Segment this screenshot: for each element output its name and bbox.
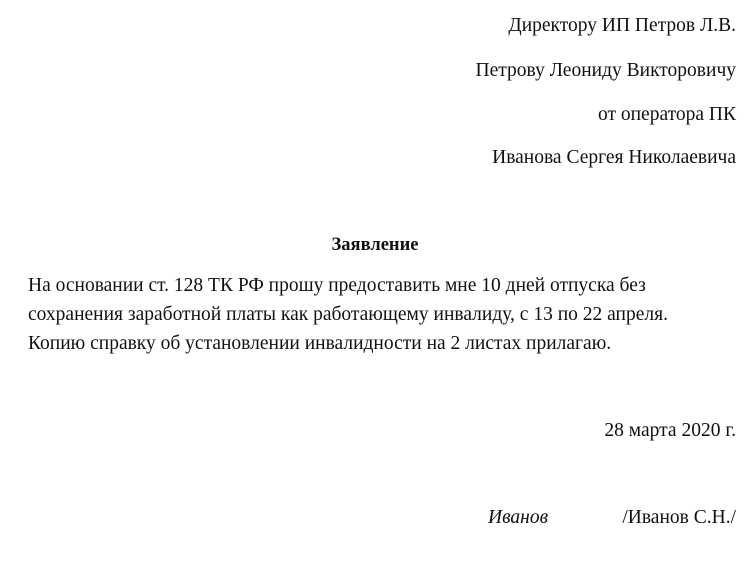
signature-transcript: /Иванов С.Н./ [622, 507, 736, 528]
body-line-2: сохранения заработной платы как работающему инвалиду, с 13 по 22 апреля. [28, 304, 668, 325]
sender-name: Иванова Сергея Николаевича [492, 147, 736, 168]
sender-position: от оператора ПК [597, 104, 736, 125]
body-line-1: На основании ст. 128 ТК РФ прошу предоставить мне 10 дней отпуска без [28, 275, 646, 296]
signature: Иванов [488, 507, 549, 528]
addressee-name: Петрову Леониду Викторовичу [475, 60, 736, 81]
body-line-3: Копию справку об установлении инвалидности на 2 листах прилагаю. [28, 333, 612, 354]
addressee-director: Директору ИП Петров Л.В. [508, 15, 736, 36]
document-title: Заявление [331, 235, 419, 255]
document-date: 28 марта 2020 г. [604, 420, 736, 441]
